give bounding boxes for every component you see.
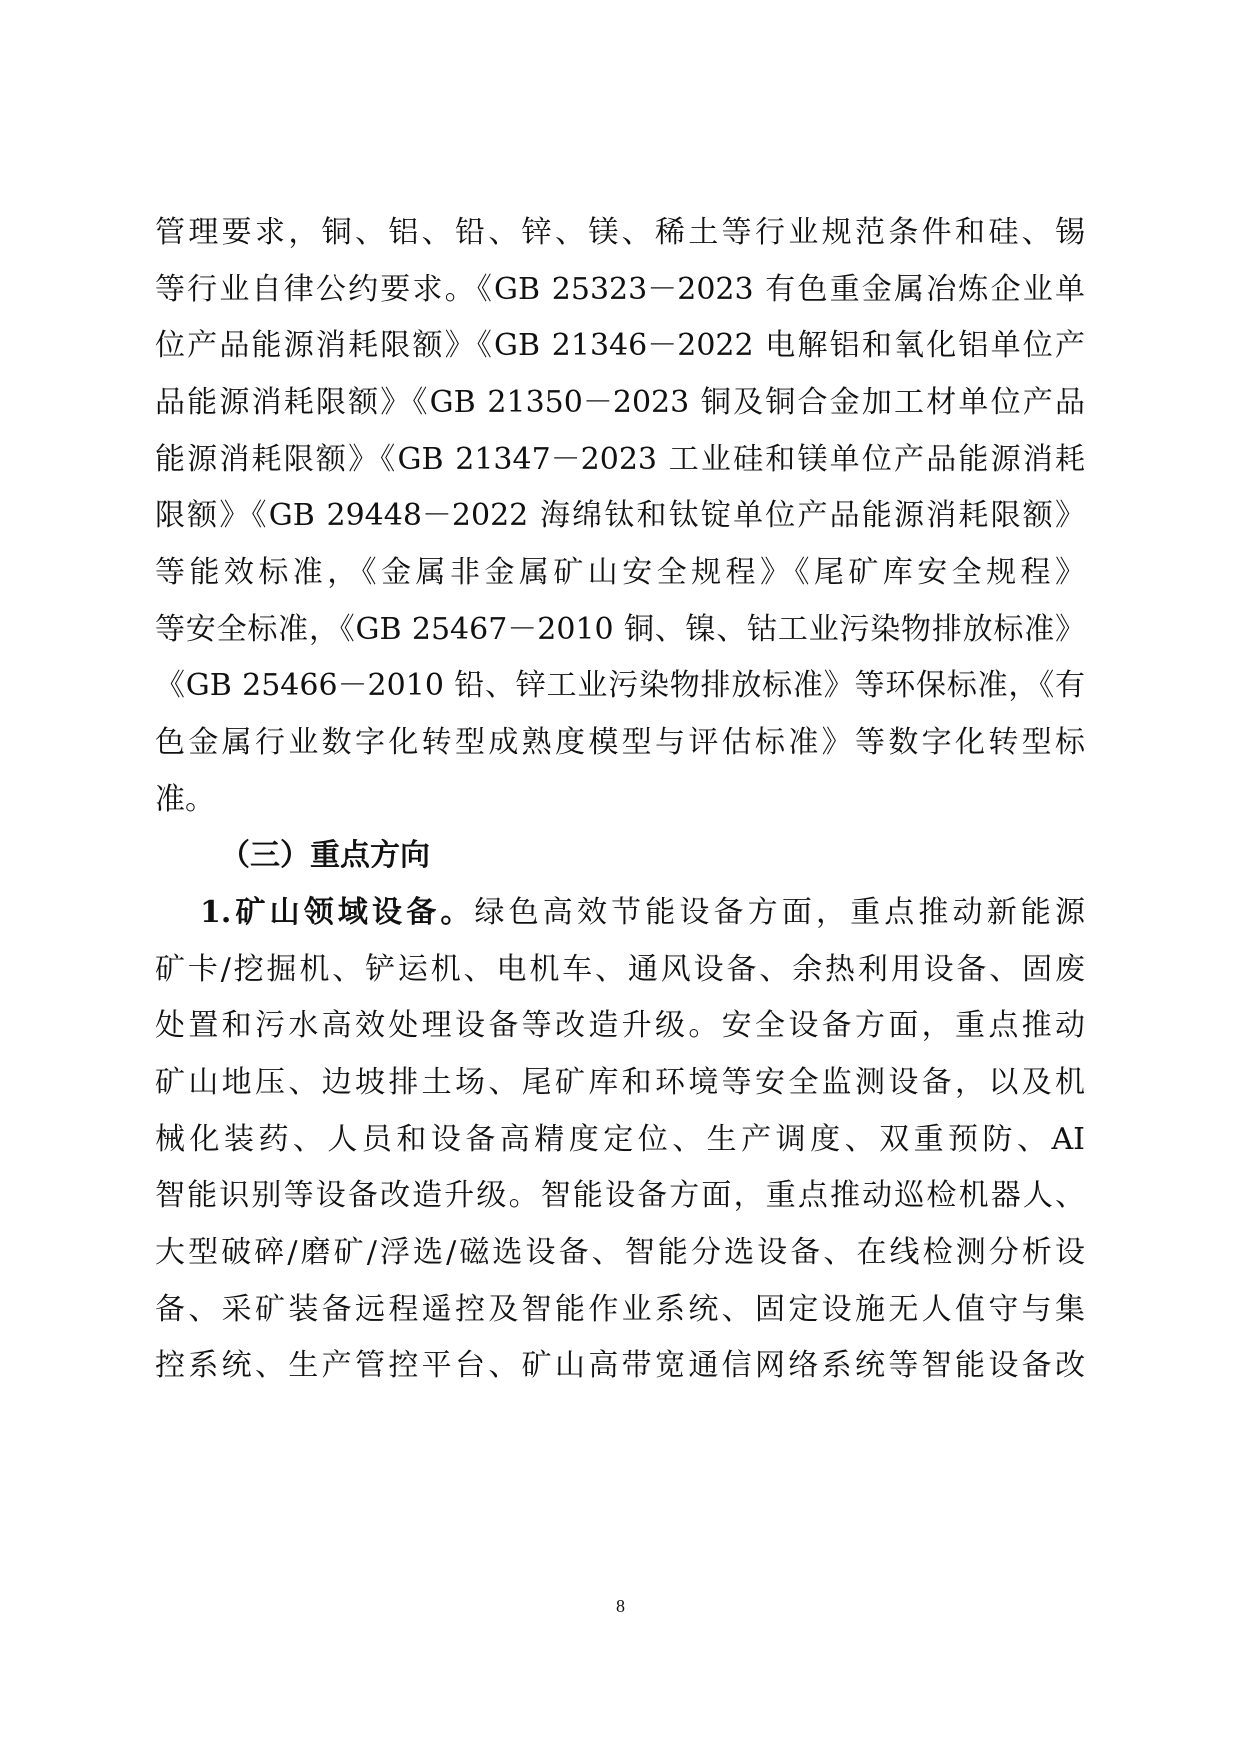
- paragraph-line: 智能识别等设备改造升级。智能设备方面，重点推动巡检机器人、: [155, 1178, 1085, 1213]
- paragraph-line: 等安全标准，《GB 25467－2010 铜、镍、钴工业污染物排放标准》: [155, 612, 1085, 647]
- paragraph-line: 等行业自律公约要求。《GB 25323－2023 有色重金属冶炼企业单: [155, 272, 1085, 307]
- paragraph-line: 备、采矿装备远程遥控及智能作业系统、固定设施无人值守与集: [155, 1292, 1085, 1327]
- page-number: 8: [616, 1596, 625, 1616]
- paragraph-line: 《GB 25466－2010 铅、锌工业污染物排放标准》等环保标准，《有: [155, 668, 1085, 703]
- paragraph-first-line: [200, 883, 1085, 943]
- item-title: 1.矿山领域设备。: [200, 895, 475, 930]
- paragraph-line: 控系统、生产管控平台、矿山高带宽通信网络系统等智能设备改: [155, 1348, 1085, 1383]
- paragraph-line: 能源消耗限额》《GB 21347－2023 工业硅和镁单位产品能源消耗: [155, 442, 1085, 477]
- paragraph-line: 准。: [155, 782, 215, 817]
- paragraph-line: 械化装药、人员和设备高精度定位、生产调度、双重预防、AI: [155, 1122, 1085, 1157]
- paragraph-line: 处置和污水高效处理设备等改造升级。安全设备方面，重点推动: [155, 1008, 1085, 1043]
- paragraph-line: 限额》《GB 29448－2022 海绵钛和钛锭单位产品能源消耗限额》: [155, 498, 1085, 533]
- section-heading: （三）重点方向: [220, 838, 430, 873]
- paragraph-line: 位产品能源消耗限额》《GB 21346－2022 电解铝和氧化铝单位产: [155, 328, 1085, 363]
- paragraph-line: 品能源消耗限额》《GB 21350－2023 铜及铜合金加工材单位产品: [155, 385, 1085, 420]
- first-line-text: 绿色高效节能设备方面，重点推动新能源: [474, 895, 1085, 930]
- paragraph-line: 管理要求，铜、铝、铅、锌、镁、稀土等行业规范条件和硅、锡: [155, 215, 1085, 250]
- paragraph-line: 色金属行业数字化转型成熟度模型与评估标准》等数字化转型标: [155, 725, 1085, 760]
- paragraph-line: 等能效标准，《金属非金属矿山安全规程》《尾矿库安全规程》: [155, 555, 1085, 590]
- paragraph-line: 矿卡/挖掘机、铲运机、电机车、通风设备、余热利用设备、固废: [155, 952, 1085, 987]
- paragraph-line: 大型破碎/磨矿/浮选/磁选设备、智能分选设备、在线检测分析设: [155, 1235, 1085, 1270]
- paragraph-line: 矿山地压、边坡排土场、尾矿库和环境等安全监测设备，以及机: [155, 1065, 1085, 1100]
